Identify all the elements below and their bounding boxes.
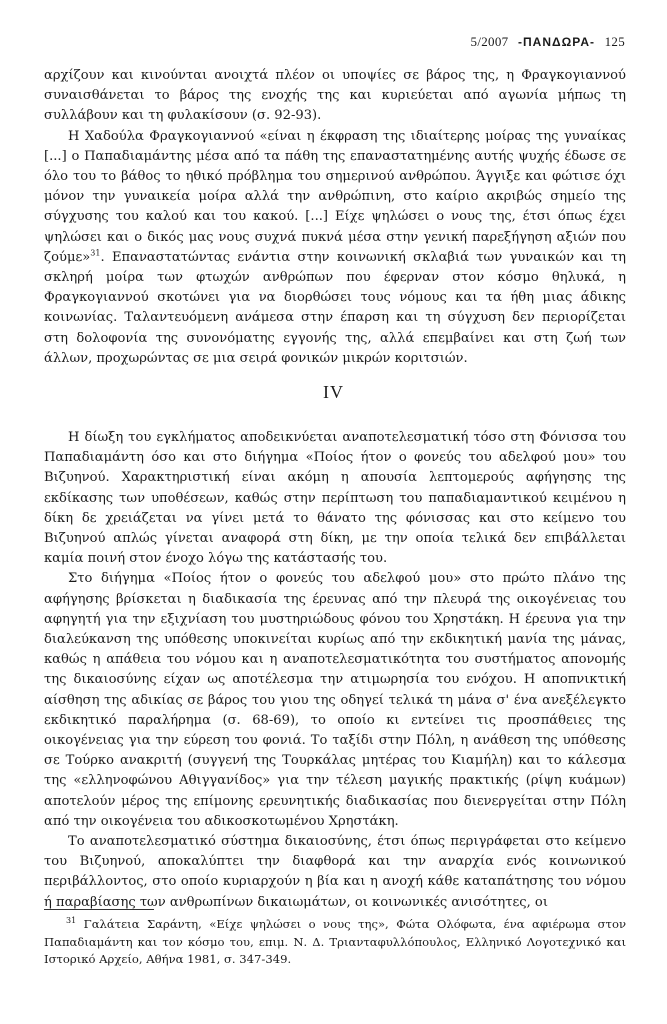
footnote (44, 916, 626, 969)
quotation-text: Η Χαδούλα Φραγκογιαννού «είναι η έκφραση της ιδιαίτερης μοίρας της γυναίκας [...] ο Παπαδιαμάντης μέσα από τα πάθη της επαναστατημένης αυτής ψυχής έδωσε σε όλο του το βάθος το ηθικό πρόβλημα του σημερινού ανθρώπου. Άγγιξε και φώτισε όχι μόνον την γυναικεία μοίρα αλλά την ανθρώπινη, στο καίριο ακριβώς σημείο της σύγχυσης του καλού και του κακού. [...] Είχε ψηλώσει ο νους της, έτσι όπως έχει ψηλώσει και ο δικός μας νους συχνά πυκνά μέσα στην γενική παρεξήγηση αξιών που ζούμε» (44, 128, 626, 265)
paragraph: Η δίωξη του εγκλήματος αποδεικνύεται αναποτελεσματική τόσο στη Φόνισσα του Παπαδιαμάντη όσο και στο διήγημα «Ποίος ήτον ο φονεύς του αδελφού μου» του Βιζυηνού. Χαρακτηριστική είναι ακόμη η απουσία λεπτομερούς αφήγησης της εκδίκασης των υποθέσεων, καθώς στην περίπτωση του παπαδιαμαντικού κειμένου η δίκη δε χρειάζεται να γίνει μετά το θάνατο της φόνισσας και στο κείμενο του Βιζυηνού απλώς γίνεται αναφορά στη δίκη, με την οποία τελικά δεν επιβάλλεται καμία ποινή στον ένοχο λόγω της κατάστασής του. (44, 430, 626, 567)
paragraph-continuation: . Επαναστατώντας ενάντια στην κοινωνική σκλαβιά των γυναικών και τη σκληρή μοίρα των φτωχών ανθρώπων που έφερναν στον κόσμο θηλυκά, η Φραγκογιαννού σκοτώνει για να διορθώσει τους νόμους και τα ήθη μιας άδικης κοινωνίας. Ταλαντευόμενη ανάμεσα στην έπαρση και τη σύγχυση δεν περιορίζεται στη δολοφονία της συνονόματης εγγονής της, αλλά επεμβαίνει και στη ζωή των άλλων, προχωρώντας σε μια σειρά φονικών μικρών κοριτσιών. (44, 249, 626, 366)
page-number: 125 (604, 34, 625, 49)
footnote-divider (44, 909, 154, 910)
body-text-main (44, 428, 626, 913)
footnote-reference[interactable]: 31 (90, 248, 101, 258)
section-heading: IV (323, 382, 344, 402)
issue-number: 5/2007 (470, 34, 509, 49)
running-header (465, 34, 625, 50)
paragraph: αρχίζουν και κινούνται ανοιχτά πλέον οι υποψίες σε βάρος της, η Φραγκογιαννού συναισθάνεται το βάρος της ενοχής της και κυριεύεται από αγωνία μήπως τη συλλάβουν και τη φυλακίσουν (σ. 92-93). (44, 68, 626, 124)
paragraph: Το αναποτελεσματικό σύστημα δικαιοσύνης, έτσι όπως περιγράφεται στο κείμενο του Βιζυηνού, αποκαλύπτει την διαφθορά και την αναρχία ενός κοινωνικού περιβάλλοντος, στο οποίο κυριαρχούν η βία και η ανοχή κάθε καταπάτησης του νόμου ή παραβίασης των ανθρωπίνων δικαιωμάτων, οι κοινωνικές ανισότητες, οι (44, 834, 626, 910)
body-text-top (44, 66, 626, 369)
footnote-number: 31 (66, 916, 77, 926)
paragraph (44, 127, 626, 369)
footnote-text: Γαλάτεια Σαράντη, «Είχε ψηλώσει ο νους της», Φώτα Ολόφωτα, ένα αφιέρωμα στον Παπαδιαμάντη και τον κόσμο του, επιμ. Ν. Δ. Τριανταφυλλόπουλος, Ελληνικό Λογοτεχνικό και Ιστορικό Αρχείο, Αθήνα 1981, σ. 347-349. (44, 917, 626, 967)
paragraph: Στο διήγημα «Ποίος ήτον ο φονεύς του αδελφού μου» στο πρώτο πλάνο της αφήγησης βρίσκεται η διαδικασία της έρευνας από την πλευρά της οικογένειας του αφηγητή για την εξιχνίαση του μυστηριώδους φόνου του Χρηστάκη. Η έρευνα για την διαλεύκανση της υπόθεσης υποκινείται κυρίως από την εκδικητική μανία της μάνας, καθώς η απάθεια του νόμου και η αναποτελεσματικότητα του συστήματος απονομής της δικαιοσύνης είχαν ως αποτέλεσμα την ατιμωρησία του ενόχου. Η αποπνικτική αίσθηση της αδικίας σε βάρος του γιου της οδηγεί τελικά τη μάνα σ' ένα ανεξέλεγκτο εκδικητικό παραλήρημα (σ. 68-69), το οποίο κι εντείνει τις προσπάθειες της οικογένειας για την εύρεση του φονιά. Το ταξίδι στην Πόλη, η ανάθεση της υπόθεσης σε Τούρκο ανακριτή (συγγενή της Τουρκάλας μητέρας του Κιαμήλη) και το κάλεσμα της «ελληνοφώνου Αθιγγανίδος» για την τέλεση μαγικής πρακτικής (ρίψη κυάμων) αποτελούν μέρος της επίμονης ερευνητικής διαδικασίας που διενεργείται στην Πόλη από την οικογένεια του αδικοσκοτωμένου Χρηστάκη. (44, 571, 626, 829)
journal-title: -ΠΑΝΔΩΡΑ- (518, 35, 596, 49)
